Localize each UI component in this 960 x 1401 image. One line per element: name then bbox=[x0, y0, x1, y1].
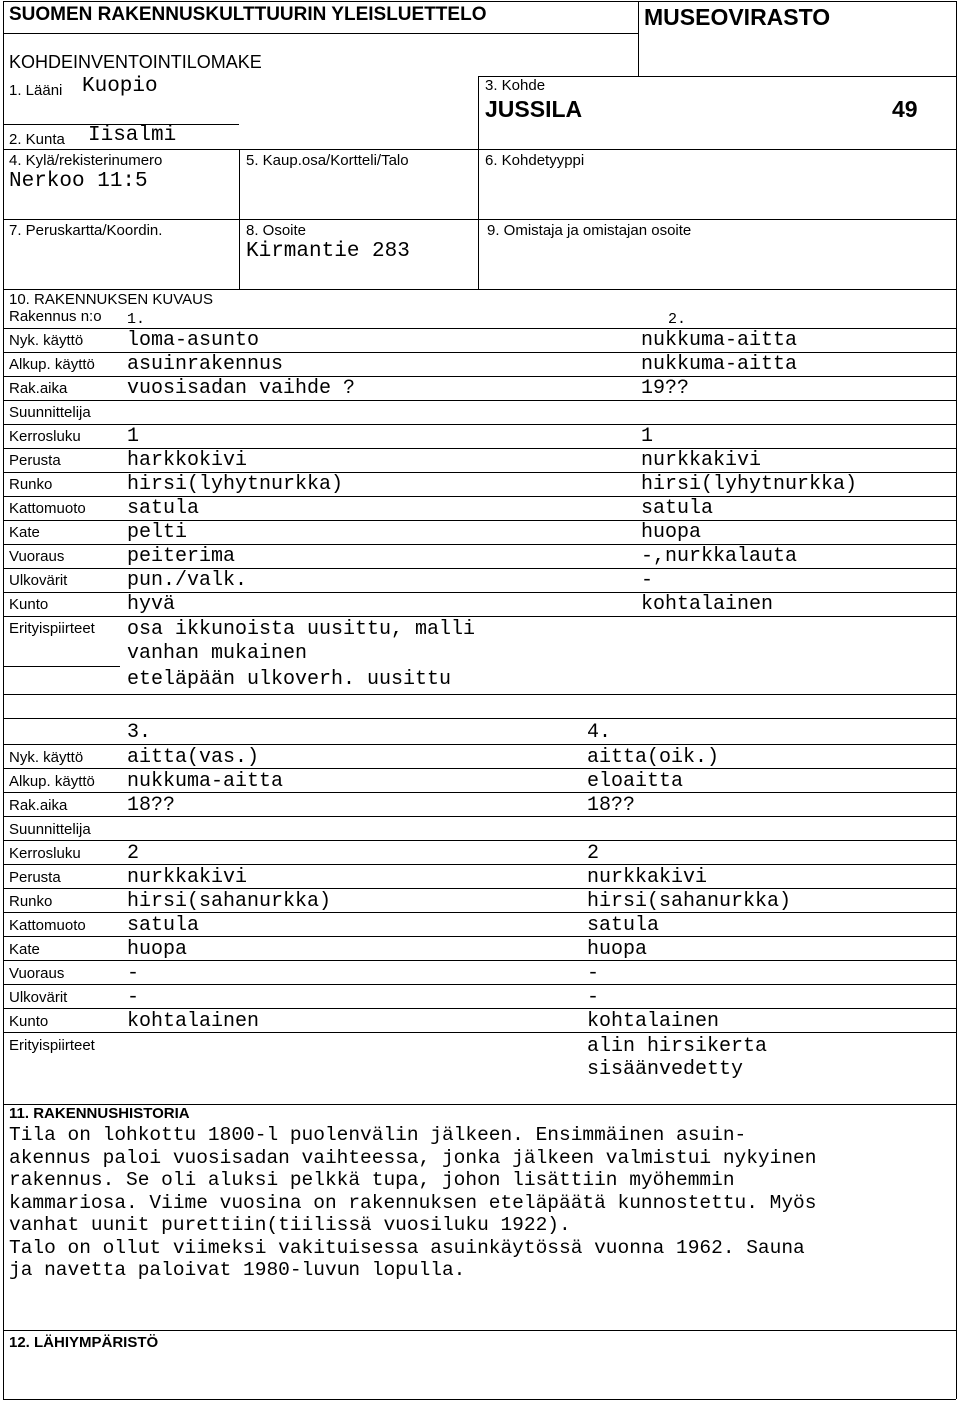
suunnittelija-label: Suunnittelija bbox=[9, 404, 91, 421]
row-line bbox=[3, 616, 956, 617]
b1-erityis-line-2: vanhan mukainen bbox=[127, 642, 308, 665]
kohde-top-line bbox=[478, 76, 956, 77]
frame-left bbox=[3, 1, 4, 1399]
b1-kattomuoto-value: satula bbox=[127, 497, 200, 520]
kattomuoto-label: Kattomuoto bbox=[9, 500, 86, 517]
peruskartta-label: 7. Peruskartta/Koordin. bbox=[9, 222, 163, 239]
b4-erityis-line-1: alin hirsikerta bbox=[587, 1035, 768, 1058]
building-4-number: 4. bbox=[587, 721, 612, 744]
b1-runko-value: hirsi(lyhytnurkka) bbox=[127, 473, 344, 496]
rakaika-label: Rak.aika bbox=[9, 797, 68, 814]
row-line bbox=[3, 424, 956, 425]
kunto-label: Kunto bbox=[9, 1013, 49, 1030]
b3-kate-value: huopa bbox=[127, 938, 188, 961]
suunnittelija-label: Suunnittelija bbox=[9, 821, 91, 838]
b3-runko-value: hirsi(sahanurkka) bbox=[127, 890, 332, 913]
nyk-label: Nyk. käyttö bbox=[9, 332, 84, 349]
header-divider bbox=[3, 33, 639, 34]
nyk-label: Nyk. käyttö bbox=[9, 749, 84, 766]
perusta-label: Perusta bbox=[9, 869, 61, 886]
frame-right bbox=[956, 1, 957, 1399]
b4-perusta-value: nurkkakivi bbox=[587, 866, 708, 889]
col-6-left-line bbox=[478, 149, 479, 219]
b3-kerrosluku-value: 2 bbox=[127, 842, 140, 865]
runko-label: Runko bbox=[9, 893, 53, 910]
kunta-value: Iisalmi bbox=[88, 124, 177, 147]
b4-kate-value: huopa bbox=[587, 938, 648, 961]
kerrosluku-label: Kerrosluku bbox=[9, 845, 81, 862]
section-12-top-line bbox=[3, 1330, 956, 1331]
b1-erityis-line-1: osa ikkunoista uusittu, malli bbox=[127, 618, 476, 641]
b1-rakaika-value: vuosisadan vaihde ? bbox=[127, 377, 356, 400]
row-line bbox=[3, 864, 956, 865]
kohde-number: 49 bbox=[892, 96, 918, 122]
b1-ulkovarit-value: pun./valk. bbox=[127, 569, 248, 592]
kyla-value: Nerkoo 11:5 bbox=[9, 170, 148, 193]
kohdetyyppi-label: 6. Kohdetyyppi bbox=[485, 152, 585, 169]
b2-alkup-value: nukkuma-aitta bbox=[641, 353, 798, 376]
row-7-top-line bbox=[3, 219, 956, 220]
kohde-left-line bbox=[478, 76, 479, 149]
ulkovarit-label: Ulkovärit bbox=[9, 989, 68, 1006]
building-2-number: 2. bbox=[668, 311, 687, 328]
osoite-value: Kirmantie 283 bbox=[246, 240, 410, 263]
runko-label: Runko bbox=[9, 476, 53, 493]
b2-runko-value: hirsi(lyhytnurkka) bbox=[641, 473, 858, 496]
rakaika-label: Rak.aika bbox=[9, 380, 68, 397]
b2-vuoraus-value: -,nurkkalauta bbox=[641, 545, 798, 568]
b1-kate-value: pelti bbox=[127, 521, 188, 544]
row-line bbox=[3, 840, 956, 841]
kunto-label: Kunto bbox=[9, 596, 49, 613]
history-line: rakennus. Se oli aluksi pelkkä tupa, johon lisättiin myöhemmin bbox=[9, 1169, 735, 1191]
b4-kunto-value: kohtalainen bbox=[587, 1010, 720, 1033]
b4-kerrosluku-value: 2 bbox=[587, 842, 600, 865]
row-line bbox=[3, 400, 956, 401]
b3-kunto-value: kohtalainen bbox=[127, 1010, 260, 1033]
surroundings-title: 12. LÄHIYMPÄRISTÖ bbox=[9, 1334, 159, 1351]
b4-kattomuoto-value: satula bbox=[587, 914, 660, 937]
b4-rakaika-value: 18?? bbox=[587, 794, 636, 817]
row-line bbox=[3, 666, 120, 667]
b4-erityis-line-2: sisäänvedetty bbox=[587, 1058, 744, 1081]
b4-nyk-value: aitta(oik.) bbox=[587, 746, 720, 769]
b3-vuoraus-value: - bbox=[127, 962, 140, 985]
building-3-number: 3. bbox=[127, 721, 152, 744]
history-line: Tila on lohkottu 1800-l puolenvälin jälkeen. Ensimmäinen asuin- bbox=[9, 1124, 747, 1146]
alkup-label: Alkup. käyttö bbox=[9, 356, 95, 373]
b3-perusta-value: nurkkakivi bbox=[127, 866, 248, 889]
b2-kerrosluku-value: 1 bbox=[641, 425, 654, 448]
kohde-label: 3. Kohde bbox=[485, 77, 546, 94]
kate-label: Kate bbox=[9, 524, 40, 541]
kattomuoto-label: Kattomuoto bbox=[9, 917, 86, 934]
b2-kunto-value: kohtalainen bbox=[641, 593, 774, 616]
row-line bbox=[3, 984, 956, 985]
omistaja-label: 9. Omistaja ja omistajan osoite bbox=[487, 222, 692, 239]
osoite-label: 8. Osoite bbox=[246, 222, 307, 239]
b3-ulkovarit-value: - bbox=[127, 986, 140, 1009]
perusta-label: Perusta bbox=[9, 452, 61, 469]
rakennus-label: Rakennus n:o bbox=[9, 308, 102, 325]
history-line: Talo on ollut viimeksi vakituisessa asuinkäytössä vuonna 1962. Sauna bbox=[9, 1236, 805, 1259]
register-title: SUOMEN RAKENNUSKULTTUURIN YLEISLUETTELO bbox=[9, 4, 487, 25]
col-9-left-line bbox=[478, 219, 479, 289]
history-line: akennus paloi vuosisadan vaihteessa, jonka jälkeen valmistui nykyinen bbox=[9, 1146, 817, 1169]
b1-kunto-value: hyvä bbox=[127, 593, 176, 616]
vuoraus-label: Vuoraus bbox=[9, 548, 65, 565]
b1-alkup-value: asuinrakennus bbox=[127, 353, 284, 376]
b1-kerrosluku-value: 1 bbox=[127, 425, 140, 448]
agency-name: MUSEOVIRASTO bbox=[644, 4, 831, 30]
b3-rakaika-value: 18?? bbox=[127, 794, 176, 817]
row-line bbox=[3, 718, 956, 719]
section-10-title: 10. RAKENNUKSEN KUVAUS bbox=[9, 291, 213, 308]
b1-nyk-value: loma-asunto bbox=[127, 329, 260, 352]
museo-divider bbox=[638, 1, 639, 76]
kyla-label: 4. Kylä/rekisterinumero bbox=[9, 152, 163, 169]
b4-vuoraus-value: - bbox=[587, 962, 600, 985]
laani-label: 1. Lääni bbox=[9, 82, 63, 99]
b4-alkup-value: eloaitta bbox=[587, 770, 684, 793]
history-line: kammariosa. Viime vuosina on rakennuksen eteläpäätä kunnostettu. Myös bbox=[9, 1191, 817, 1214]
form-name: KOHDEINVENTOINTILOMAKE bbox=[9, 52, 262, 72]
history-line: ja navetta paloivat 1980-luvun lopulla. bbox=[9, 1259, 466, 1281]
erityis-label: Erityispiirteet bbox=[9, 1037, 95, 1054]
b2-perusta-value: nurkkakivi bbox=[641, 449, 762, 472]
alkup-label: Alkup. käyttö bbox=[9, 773, 95, 790]
b3-nyk-value: aitta(vas.) bbox=[127, 746, 260, 769]
section-10-top-line bbox=[3, 289, 956, 290]
history-title: 11. RAKENNUSHISTORIA bbox=[9, 1105, 190, 1122]
row-line bbox=[3, 744, 956, 745]
b3-alkup-value: nukkuma-aitta bbox=[127, 770, 284, 793]
b4-runko-value: hirsi(sahanurkka) bbox=[587, 890, 792, 913]
b4-ulkovarit-value: - bbox=[587, 986, 600, 1009]
b3-kattomuoto-value: satula bbox=[127, 914, 200, 937]
erityis-label: Erityispiirteet bbox=[9, 620, 95, 637]
b2-kate-value: huopa bbox=[641, 521, 702, 544]
history-line: vanhat uunit purettiin(tiilissä vuosiluku 1922). bbox=[9, 1214, 571, 1236]
b2-ulkovarit-value: - bbox=[641, 569, 654, 592]
b2-kattomuoto-value: satula bbox=[641, 497, 714, 520]
b2-nyk-value: nukkuma-aitta bbox=[641, 329, 798, 352]
frame-top bbox=[3, 1, 956, 2]
kate-label: Kate bbox=[9, 941, 40, 958]
frame-bottom bbox=[3, 1399, 956, 1400]
row-4-top-line bbox=[3, 149, 956, 150]
ulkovarit-label: Ulkovärit bbox=[9, 572, 68, 589]
building-1-number: 1. bbox=[127, 311, 146, 328]
kunta-label: 2. Kunta bbox=[9, 131, 65, 148]
kerrosluku-label: Kerrosluku bbox=[9, 428, 81, 445]
vuoraus-label: Vuoraus bbox=[9, 965, 65, 982]
kohde-value: JUSSILA bbox=[485, 96, 583, 122]
row-line bbox=[3, 694, 956, 695]
b1-vuoraus-value: peiterima bbox=[127, 545, 236, 568]
b1-erityis-line-3: eteläpään ulkoverh. uusittu bbox=[127, 668, 452, 691]
kaup-label: 5. Kaup.osa/Kortteli/Talo bbox=[246, 152, 409, 169]
b1-perusta-value: harkkokivi bbox=[127, 449, 248, 472]
row-line bbox=[3, 1008, 956, 1009]
b2-rakaika-value: 19?? bbox=[641, 377, 690, 400]
laani-value: Kuopio bbox=[82, 75, 158, 98]
